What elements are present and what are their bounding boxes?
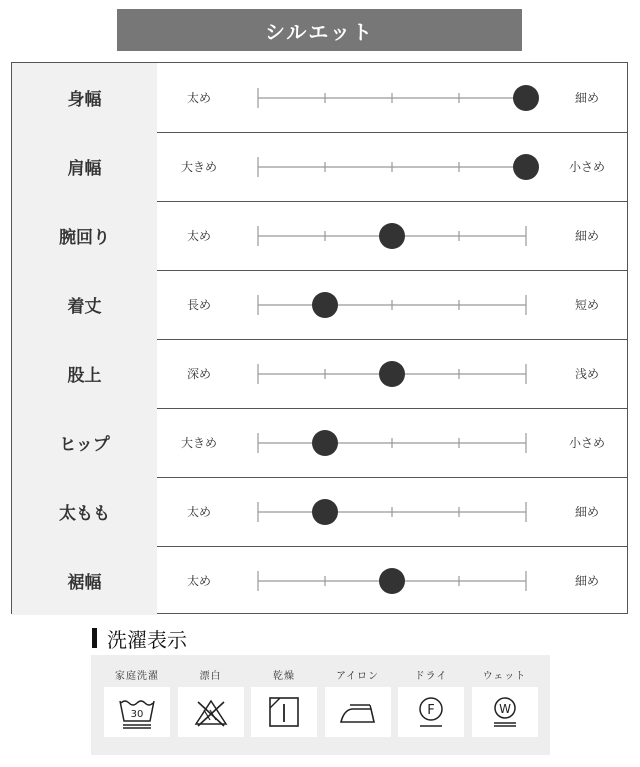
scale-marker	[379, 361, 405, 387]
care-symbol-tile	[251, 687, 317, 737]
fit-scale	[257, 201, 527, 270]
fit-scale	[257, 339, 527, 408]
iron-icon	[338, 698, 378, 726]
silhouette-row	[12, 201, 627, 271]
scale-left-label: 太め	[186, 505, 211, 519]
fit-scale-graphic	[257, 546, 527, 615]
care-item	[178, 655, 244, 755]
scale-left-label: 太め	[186, 574, 211, 588]
drip-dry-shade-icon	[268, 696, 300, 728]
wash-tub-30-icon	[117, 695, 157, 729]
fit-scale	[257, 546, 527, 615]
scale-marker	[312, 499, 338, 525]
scale-left-label: 太め	[186, 91, 211, 105]
scale-right-label: 細め	[574, 505, 599, 519]
fit-scale-graphic	[257, 477, 527, 546]
section-banner	[117, 9, 522, 51]
care-label: 家庭洗濯	[115, 671, 159, 682]
heading-bar	[92, 628, 97, 648]
scale-marker	[312, 430, 338, 456]
silhouette-table	[11, 62, 628, 614]
care-item	[104, 655, 170, 755]
fit-scale-graphic	[257, 132, 527, 201]
scale-marker	[513, 85, 539, 111]
laundry-panel	[91, 655, 550, 755]
care-item	[472, 655, 538, 755]
scale-marker	[379, 568, 405, 594]
silhouette-row	[12, 339, 627, 409]
scale-marker	[379, 223, 405, 249]
scale-right-label: 短め	[574, 298, 599, 312]
scale-right-label: 細め	[574, 91, 599, 105]
scale-marker	[513, 154, 539, 180]
section-title: シルエット	[264, 19, 375, 44]
fit-scale-graphic	[257, 408, 527, 477]
fit-scale-graphic	[257, 270, 527, 339]
care-symbol-tile	[398, 687, 464, 737]
scale-left-label: 大きめ	[180, 436, 217, 450]
row-label: 股上	[12, 339, 157, 408]
silhouette-row	[12, 63, 627, 133]
laundry-heading	[92, 624, 187, 652]
fit-scale	[257, 270, 527, 339]
fit-scale-graphic	[257, 339, 527, 408]
row-label: 肩幅	[12, 132, 157, 201]
fit-scale	[257, 408, 527, 477]
fit-scale	[257, 63, 527, 132]
silhouette-row	[12, 270, 627, 340]
scale-marker	[312, 292, 338, 318]
care-symbol-tile	[472, 687, 538, 737]
fit-scale-graphic	[257, 201, 527, 270]
wet-clean-w-icon	[489, 695, 521, 729]
wash-temperature: 30	[130, 709, 144, 720]
care-label: ドライ	[414, 671, 448, 682]
scale-right-label: 小さめ	[568, 436, 605, 450]
silhouette-row	[12, 546, 627, 615]
row-label: 着丈	[12, 270, 157, 339]
care-item	[251, 655, 317, 755]
care-label: ウェット	[482, 671, 527, 682]
row-label: 腕回り	[12, 201, 157, 270]
silhouette-row	[12, 477, 627, 547]
silhouette-row	[12, 408, 627, 478]
care-symbol-tile	[104, 687, 170, 737]
scale-left-label: 深め	[186, 367, 211, 381]
care-label: 乾燥	[273, 671, 295, 682]
silhouette-row	[12, 132, 627, 202]
scale-right-label: 細め	[574, 229, 599, 243]
laundry-title: 洗濯表示	[107, 627, 187, 652]
wet-clean-letter: W	[498, 702, 511, 716]
scale-left-label: 太め	[186, 229, 211, 243]
fit-scale	[257, 477, 527, 546]
care-label: アイロン	[335, 671, 380, 682]
care-item	[398, 655, 464, 755]
row-label: ヒップ	[12, 408, 157, 477]
row-label: 裾幅	[12, 546, 157, 615]
scale-left-label: 大きめ	[180, 160, 217, 174]
scale-left-label: 長め	[186, 298, 211, 312]
fit-scale-graphic	[257, 63, 527, 132]
scale-right-label: 細め	[574, 574, 599, 588]
care-item	[325, 655, 391, 755]
scale-right-label: 浅め	[574, 367, 599, 381]
row-label: 身幅	[12, 63, 157, 132]
fit-scale	[257, 132, 527, 201]
scale-right-label: 小さめ	[568, 160, 605, 174]
dry-clean-letter: F	[427, 703, 435, 718]
care-symbol-tile	[178, 687, 244, 737]
dry-clean-f-icon	[415, 695, 447, 729]
row-label: 太もも	[12, 477, 157, 546]
care-label: 漂白	[199, 671, 222, 682]
care-symbol-tile	[325, 687, 391, 737]
no-bleach-icon	[193, 697, 229, 727]
